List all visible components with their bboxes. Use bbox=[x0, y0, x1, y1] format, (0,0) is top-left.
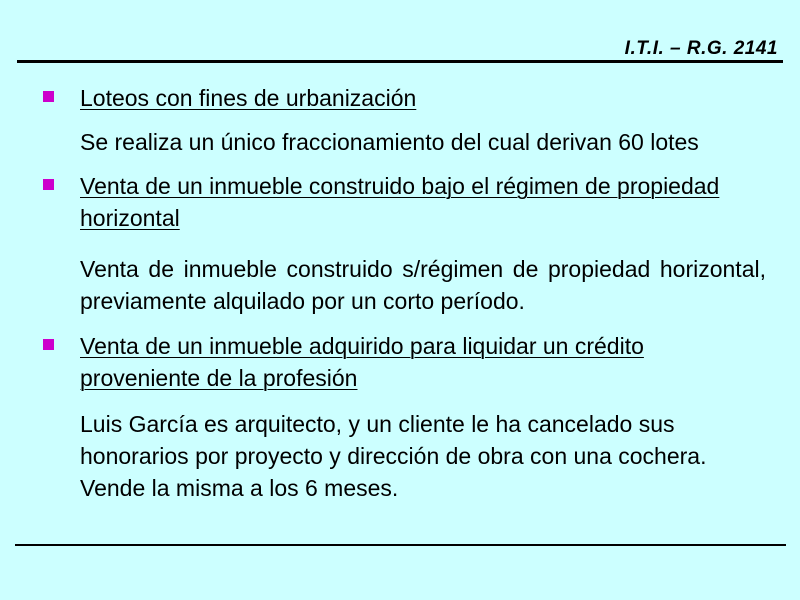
top-divider bbox=[17, 60, 783, 63]
bullet-item-credito-profesion bbox=[80, 330, 766, 504]
bullet-heading: Venta de un inmueble adquirido para liquidar un crédito proveniente de la profesión bbox=[80, 333, 644, 391]
slide-content bbox=[80, 82, 766, 504]
bottom-divider bbox=[15, 544, 786, 546]
bullet-heading: Venta de un inmueble construido bajo el régimen de propiedad horizontal bbox=[80, 173, 720, 231]
bullet-description: Se realiza un único fraccionamiento del cual derivan 60 lotes bbox=[80, 129, 699, 155]
bullet-item-propiedad-horizontal bbox=[80, 170, 766, 317]
square-bullet-icon bbox=[43, 179, 54, 190]
bullet-item-loteos bbox=[80, 82, 766, 158]
bullet-heading: Loteos con fines de urbanización bbox=[80, 85, 417, 111]
slide-header-title: I.T.I. – R.G. 2141 bbox=[624, 38, 778, 59]
square-bullet-icon bbox=[43, 91, 54, 102]
bullet-description: Luis García es arquitecto, y un cliente le ha cancelado sus honorarios por proyecto y dirección de obra con una cochera. Vende la misma a los 6 meses. bbox=[80, 411, 707, 501]
bullet-description: Venta de inmueble construido s/régimen de propiedad horizontal, previamente alquilado por un corto período. bbox=[80, 256, 766, 314]
square-bullet-icon bbox=[43, 339, 54, 350]
